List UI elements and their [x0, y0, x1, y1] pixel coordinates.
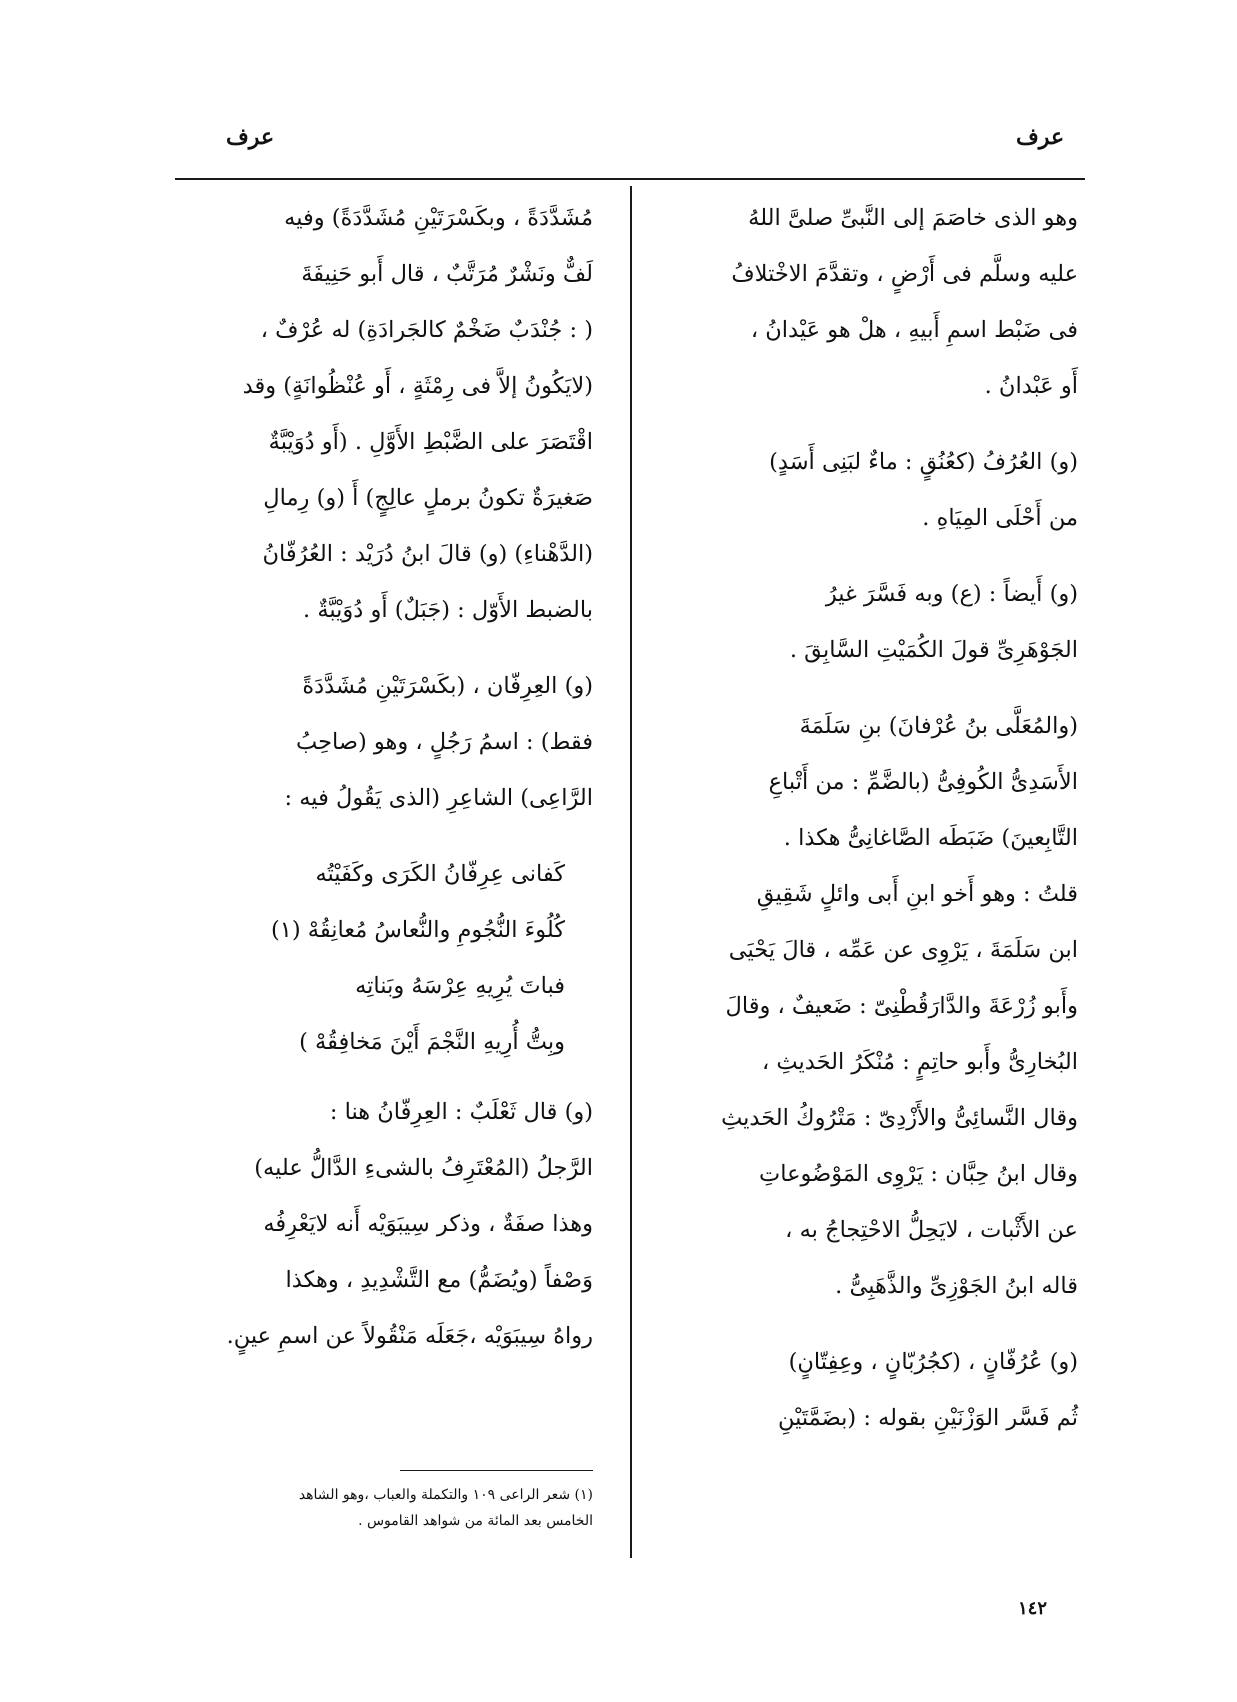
- text-line: (و) قال ثَعْلَبٌ : العِرِفّانُ هنا :: [329, 1099, 593, 1125]
- running-header-right: عرف: [1016, 124, 1065, 150]
- text-line: التَّابِعينَ) ضَبَطَه الصَّاغانِىُّ هكذا .: [783, 825, 1078, 851]
- text-line: عن الأَثْبات ، لايَحِلُّ الاحْتِجاجُ به ،: [785, 1217, 1078, 1243]
- column-divider: [630, 186, 632, 1558]
- text-line: وقال ابنُ حِبَّان : يَرْوِى المَوْضُوعاتِ: [759, 1161, 1078, 1187]
- text-line: (والمُعَلَّى بنُ عُرْفانَ) بنِ سَلَمَةَ: [799, 713, 1078, 739]
- poem-verses: [165, 846, 593, 1070]
- running-header-left: عرف: [226, 124, 275, 150]
- text-line: وقال النَّسائِىُّ والأَزْدِىّ : مَتْرُوكُ الحَديثِ: [721, 1105, 1078, 1131]
- text-line: الرَّاعِى) الشاعِرِ (الذى يَقُولُ فيه :: [284, 785, 593, 811]
- entry-paragraph: [660, 566, 1078, 678]
- poem-verse: كُلُوءَ النُّجُومِ والنُّعاسُ مُعانِقُهْ (١): [270, 917, 565, 943]
- text-line: قاله ابنُ الجَوْزِىِّ والذَّهَبِىُّ .: [835, 1273, 1078, 1299]
- page-number: ١٤٢: [1018, 1598, 1048, 1619]
- text-line: بالضبط الأَوّل : (جَبَلٌ) أَو دُوَيْبَّةٌ .: [303, 597, 593, 623]
- footnote-line: (١) شعر الراعى ١٠٩ والتكملة والعباب ،وهو الشاهد: [298, 1487, 593, 1503]
- text-line: ( : جُنْدَبٌ ضَخْمٌ كالجَرادَةِ) له عُرْفٌ ،: [260, 317, 593, 343]
- text-line: (و) العِرِفّان ، (بكَسْرَتَيْنِ مُشَدَّدَةً: [302, 673, 593, 699]
- text-line: فى ضَبْط اسمِ أَبيهِ ، هلْ هو عَيْدانُ ،: [750, 317, 1078, 343]
- text-line: رواهُ سِيبَوَيْه ،جَعَلَه مَنْقُولاً عن اسمِ عينٍ.: [226, 1323, 593, 1349]
- text-line: وهذا صفَةٌ ، وذكر سِيبَوَيْه أَنه لايَعْرِفُه: [263, 1211, 593, 1237]
- text-line: (و) عُرُفّانٍ ، (كجُرُبّانٍ ، وعِفِتّانٍ): [788, 1349, 1078, 1375]
- entry-paragraph: [660, 1334, 1078, 1446]
- text-line: فقط) : اسمُ رَجُلٍ ، وهو (صاحِبُ: [295, 729, 593, 755]
- text-line: (و) أَيضاً : (ع) وبه فَسَّرَ غيرُ: [825, 581, 1078, 607]
- poem-verse: كَفانى عِرِفّانُ الكَرَى وكَفَيْتُه: [315, 861, 565, 887]
- poem-verse: فباتَ يُرِيهِ عِرْسَهُ وبَناتِه: [355, 973, 565, 999]
- entry-paragraph: [660, 698, 1078, 1314]
- footnote: [165, 1482, 593, 1534]
- text-line: ثُم فَسَّر الوَزْنَيْنِ بقوله : (بضَمَّتَيْنِ: [777, 1405, 1078, 1431]
- text-line: (لايَكُونُ إلاَّ فى رِمْثَةٍ ، أَو عُنْظُوانَةٍ) وقد: [242, 373, 593, 399]
- right-column: [660, 190, 1078, 1466]
- text-line: وأَبو زُرْعَةَ والدَّارَقُطْنِىّ : ضَعيفٌ ، وقالَ: [725, 993, 1078, 1019]
- left-column: [165, 190, 593, 1384]
- entry-paragraph: [660, 190, 1078, 414]
- entry-paragraph: [165, 190, 593, 638]
- text-line: قلتُ : وهو أَخو ابنِ أَبى وائلٍ شَقِيقِ: [756, 881, 1078, 907]
- text-line: عليه وسلَّم فى أَرْضٍ ، وتقدَّمَ الاخْتلافُ: [731, 261, 1078, 287]
- text-line: ابن سَلَمَةَ ، يَرْوِى عن عَمِّه ، قالَ يَحْيَى: [728, 937, 1078, 963]
- text-line: اقْتَصَرَ على الضَّبْطِ الأَوَّلِ . (أَو دُوَيْبَّةٌ: [268, 429, 593, 455]
- footnote-rule: [400, 1470, 593, 1471]
- text-line: وَصْفاً (ويُضَمُّ) مع التَّشْدِيدِ ، وهكذا: [285, 1267, 593, 1293]
- entry-paragraph: [660, 434, 1078, 546]
- entry-paragraph: [165, 1084, 593, 1364]
- text-line: الرَّجلُ (المُعْتَرِفُ بالشىءِ الدَّالُّ عليه): [254, 1155, 593, 1181]
- footnote-line: الخامس بعد المائة من شواهد القاموس .: [358, 1513, 593, 1529]
- text-line: (و) العُرُفُ (كعُنُقٍ : ماءٌ لبَنِى أَسَدٍ): [769, 449, 1078, 475]
- text-line: البُخارِىُّ وأَبو حاتِمٍ : مُنْكَرُ الحَديثِ ،: [762, 1049, 1078, 1075]
- text-line: أَو عَبْدانُ .: [984, 373, 1078, 399]
- text-line: وهو الذى خاصَمَ إلى النَّبىِّ صلىَّ اللهُ: [748, 205, 1078, 231]
- text-line: (الدَّهْناءِ) (و) قالَ ابنُ دُرَيْد : العُرُفّانُ: [262, 541, 593, 567]
- text-line: لَفٌّ ونَشْرٌ مُرَتَّبٌ ، قال أَبو حَنِيفَةَ: [301, 261, 593, 287]
- text-line: صَغيرَةٌ تكونُ برملٍ عالِجٍ) أَ (و) رِمالِ: [263, 485, 593, 511]
- poem-verse: وبِتُّ أُرِيهِ النَّجْمَ أَيْنَ مَخافِقُهْ ): [299, 1029, 565, 1055]
- text-line: من أَحْلَى المِيَاهِ .: [922, 505, 1078, 531]
- text-line: مُشَدَّدَةً ، وبكَسْرَتَيْنِ مُشَدَّدَةً) وفيه: [284, 205, 593, 231]
- header-rule: [175, 178, 1085, 180]
- text-line: الجَوْهَرِىِّ قولَ الكُمَيْتِ السَّابِقَ .: [789, 637, 1078, 663]
- entry-paragraph: [165, 658, 593, 826]
- text-line: الأَسَدِىُّ الكُوفِىُّ (بالضَّمِّ : من أَتْباعِ: [768, 769, 1078, 795]
